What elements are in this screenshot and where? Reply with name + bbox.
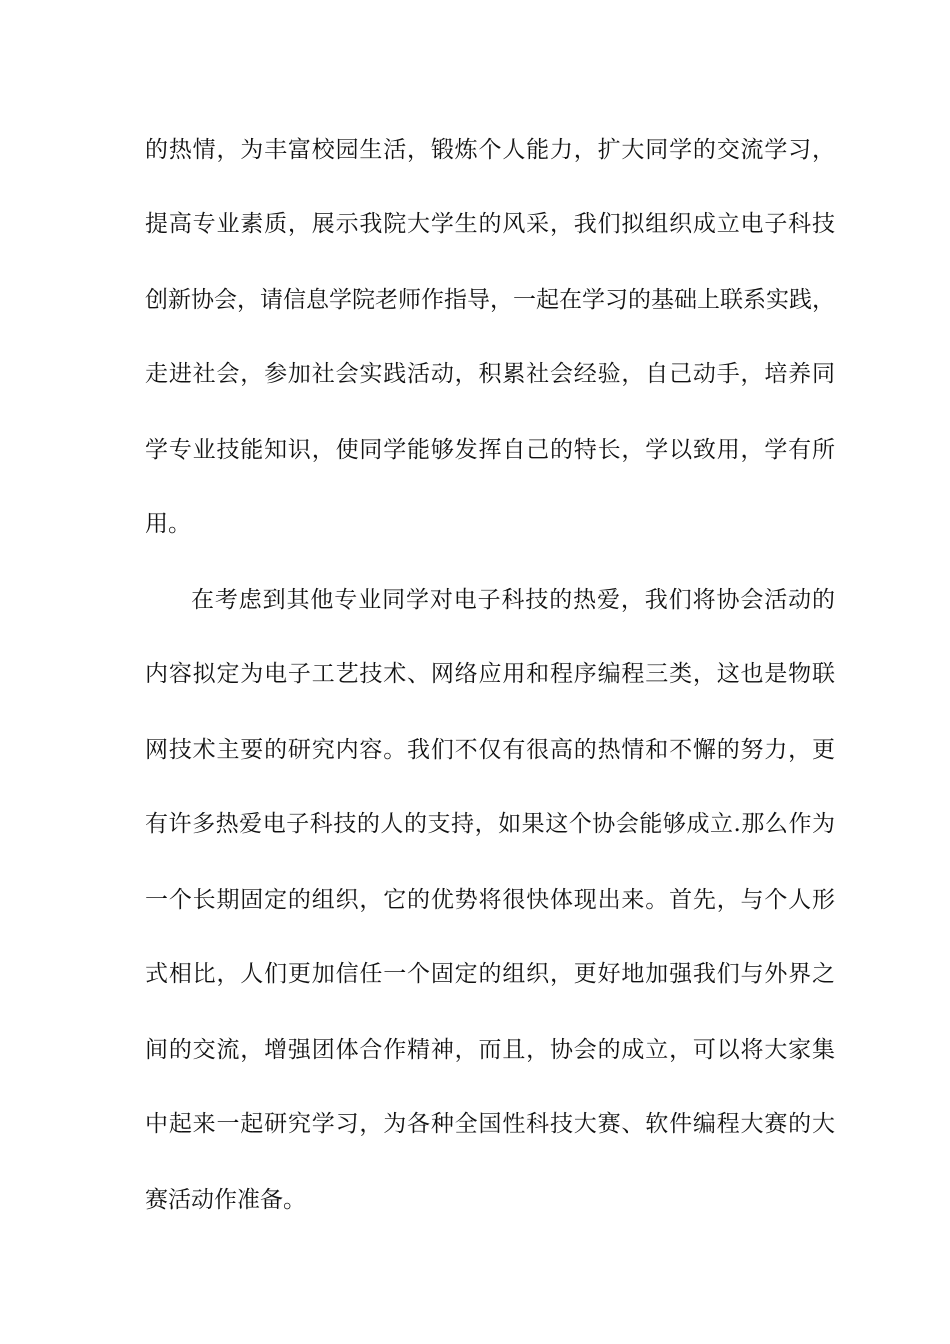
text-line: 赛活动作准备。 bbox=[145, 1187, 306, 1213]
text-line: 间的交流，增强团体合作精神，而且，协会的成立，可以将大家集 bbox=[145, 1037, 835, 1063]
text-line: 的热情，为丰富校园生活，锻炼个人能力，扩大同学的交流学习， bbox=[145, 137, 835, 163]
text-line: 一个长期固定的组织，它的优势将很快体现出来。首先，与个人形 bbox=[145, 887, 835, 913]
text-line: 内容拟定为电子工艺技术、网络应用和程序编程三类，这也是物联 bbox=[145, 661, 835, 687]
text-line: 式相比，人们更加信任一个固定的组织，更好地加强我们与外界之 bbox=[145, 961, 835, 987]
text-line: 用。 bbox=[145, 511, 191, 537]
text-line: 创新协会，请信息学院老师作指导，一起在学习的基础上联系实践， bbox=[145, 287, 835, 313]
text-line: 网技术主要的研究内容。我们不仅有很高的热情和不懈的努力，更 bbox=[145, 737, 835, 763]
text-line: 提高专业素质，展示我院大学生的风采，我们拟组织成立电子科技 bbox=[145, 211, 835, 237]
text-line: 中起来一起研究学习，为各种全国性科技大赛、软件编程大赛的大 bbox=[145, 1111, 835, 1137]
text-line: 有许多热爱电子科技的人的支持，如果这个协会能够成立.那么作为 bbox=[145, 811, 835, 837]
text-line: 在考虑到其他专业同学对电子科技的热爱，我们将协会活动的 bbox=[191, 587, 835, 613]
text-line: 学专业技能知识，使同学能够发挥自己的特长，学以致用，学有所 bbox=[145, 437, 835, 463]
text-line: 走进社会，参加社会实践活动，积累社会经验，自己动手，培养同 bbox=[145, 361, 835, 387]
